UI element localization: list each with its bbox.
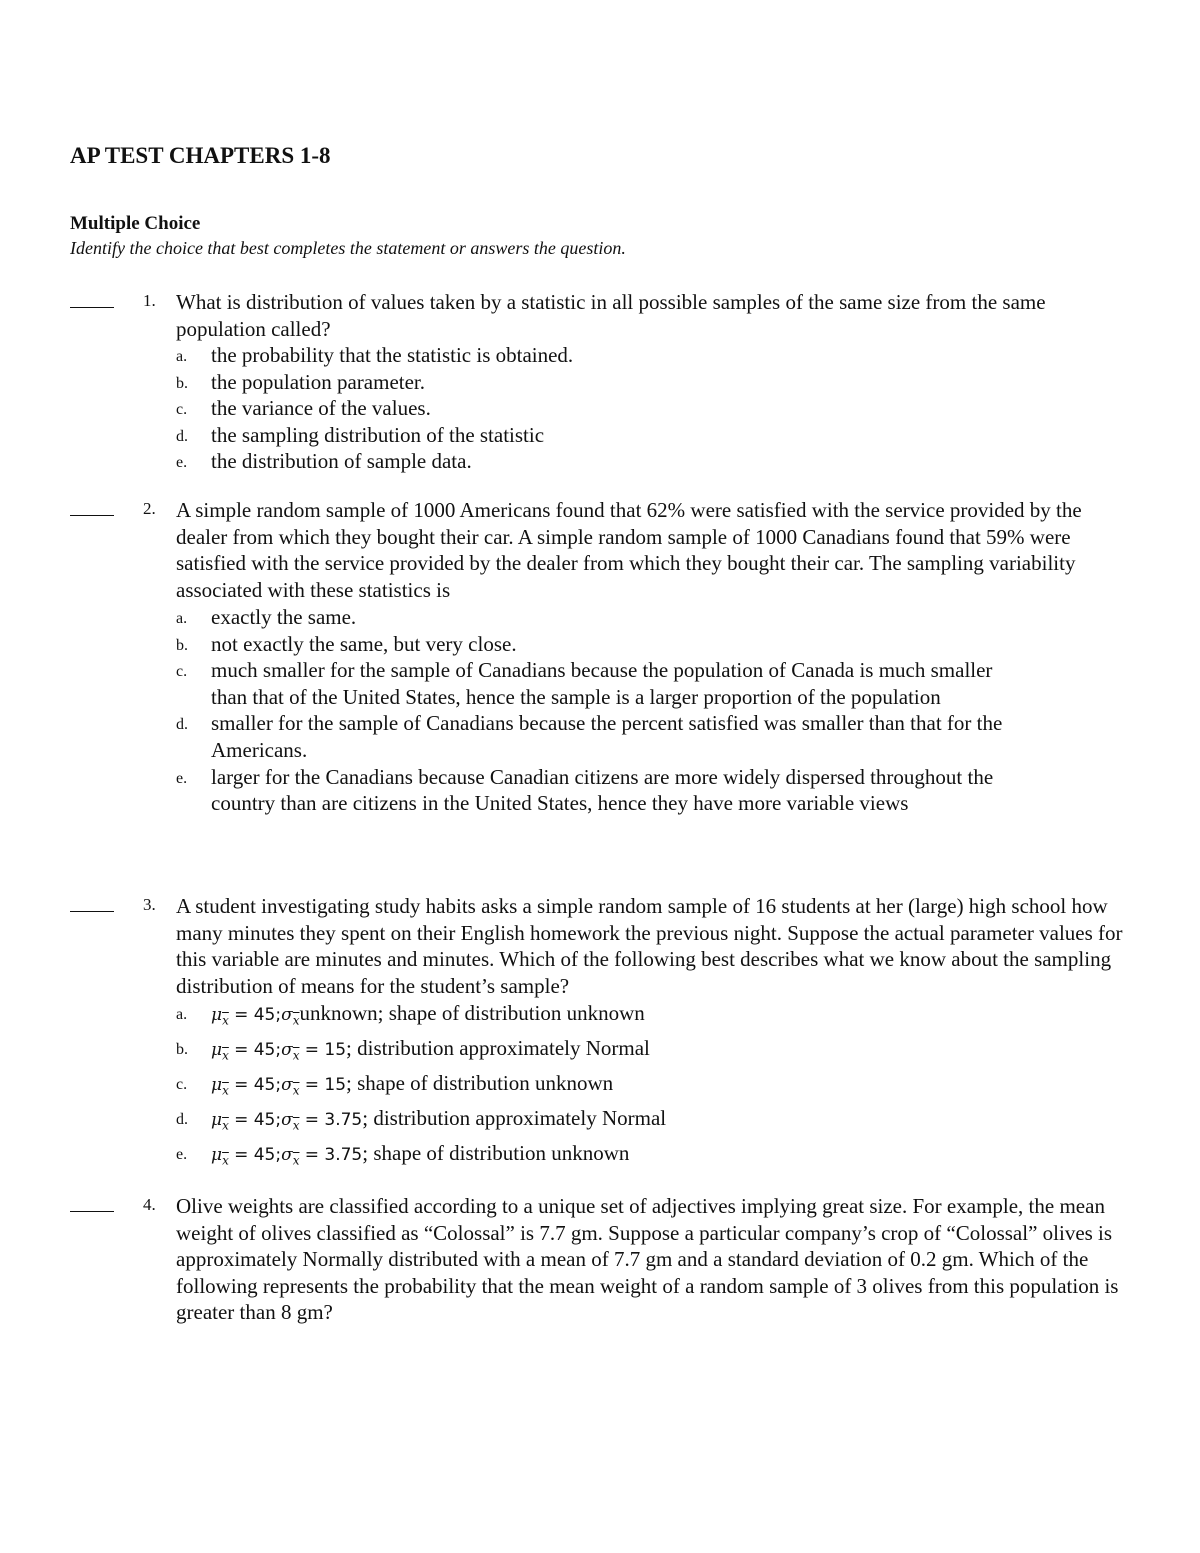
choice-text: the probability that the statistic is obtained. — [211, 343, 574, 367]
choice-text — [211, 1000, 1011, 1034]
choice-letter: b. — [176, 1041, 188, 1058]
choice-letter: c. — [176, 401, 188, 419]
choice-e — [0, 1140, 1200, 1175]
choice-b — [0, 369, 1200, 396]
answer-blank[interactable] — [70, 307, 114, 308]
answer-blank[interactable] — [70, 515, 114, 516]
question-stem: Olive weights are classified according to a unique set of adjectives implying great size. For example, the mean weight of olives classified as “Colossal” is 7.7 gm. Suppose a particular company’s crop of “Colossal” olives is approximately Normally distributed with a mean of 7.7 gm and a standard deviation of 0.2 gm. Which of the following represents the probability that the mean weight of a random sample of 3 olives from this population is greater than 8 gm? — [176, 1194, 1119, 1325]
choice-list — [0, 604, 1200, 817]
choice-letter: e. — [176, 1146, 188, 1163]
choice-rest: ; shape of distribution unknown — [362, 1141, 630, 1165]
question-number: 3. — [143, 895, 156, 914]
choice-a — [0, 342, 1200, 369]
choice-text — [211, 1140, 1011, 1174]
choice-letter: c. — [176, 1076, 188, 1093]
choice-e — [0, 764, 1200, 817]
sigma-symbol: σ — [281, 1005, 293, 1025]
choice-text: smaller for the sample of Canadians because the percent satisfied was smaller than that for the Americans. — [211, 711, 1003, 762]
choice-rest: ; shape of distribution unknown — [346, 1071, 614, 1095]
x-bar-subscript: x — [292, 1118, 300, 1133]
sigma-value: = 15 — [304, 1075, 347, 1095]
answer-blank[interactable] — [70, 911, 114, 912]
x-bar-subscript: x — [222, 1013, 229, 1028]
choice-letter: a. — [176, 610, 188, 627]
choice-text: the sampling distribution of the statistic — [211, 422, 545, 447]
choice-text: not exactly the same, but very close. — [211, 631, 517, 656]
choice-a — [0, 1000, 1200, 1035]
choice-text — [211, 1070, 1011, 1104]
mu-symbol: μ — [211, 1145, 223, 1165]
x-bar-subscript: x — [292, 1013, 300, 1028]
question-stem: A student investigating study habits asks a simple random sample of 16 students at her (large) high school how many minutes they spent on their English homework the previous night. Suppose the actual parameter values for this variable are minutes and minutes. Which of the following best describes what we know about the sampling distribution of means for the student’s sample? — [176, 894, 1123, 998]
choice-letter: b. — [176, 636, 188, 654]
question-stem: A simple random sample of 1000 Americans found that 62% were satisfied with the service provided by the dealer from which they bought their car. A simple random sample of 1000 Canadians found that 59% were satisfied with the service provided by the dealer from which they bought their car. The sampling variability associated with these statistics is — [176, 498, 1082, 602]
mu-value: = 45; — [234, 1075, 282, 1095]
choice-text: the population parameter. — [211, 369, 426, 394]
x-bar-subscript: x — [292, 1083, 300, 1098]
choice-letter: e. — [176, 769, 188, 787]
page-title: AP TEST CHAPTERS 1-8 — [70, 143, 331, 168]
question-number: 4. — [143, 1195, 156, 1214]
choice-letter: b. — [176, 374, 188, 392]
sigma-symbol: σ — [281, 1145, 293, 1165]
choice-text: much smaller for the sample of Canadians because the population of Canada is much smaller than that of the United States, hence the sample is a larger proportion of the population — [211, 658, 993, 709]
choice-text: exactly the same. — [211, 605, 357, 629]
choice-b — [0, 631, 1200, 658]
x-bar-subscript: x — [222, 1083, 229, 1098]
mu-value: = 45; — [234, 1110, 282, 1130]
choice-list — [0, 1000, 1200, 1175]
mu-value: = 45; — [234, 1145, 282, 1165]
choice-letter: d. — [176, 427, 188, 445]
instructions: Identify the choice that best completes the statement or answers the question. — [70, 238, 626, 258]
sigma-value: = 3.75 — [304, 1110, 363, 1130]
sigma-value: = 3.75 — [304, 1145, 363, 1165]
choice-b — [0, 1035, 1200, 1070]
x-bar-subscript: x — [222, 1118, 229, 1133]
choice-e — [0, 448, 1200, 475]
x-bar-subscript: x — [222, 1048, 229, 1063]
choice-letter: a. — [176, 348, 188, 365]
section-title: Multiple Choice — [70, 213, 201, 234]
choice-d — [0, 1105, 1200, 1140]
choice-rest: unknown; shape of distribution unknown — [299, 1001, 645, 1025]
sigma-symbol: σ — [281, 1040, 293, 1060]
choice-text: larger for the Canadians because Canadian citizens are more widely dispersed throughout the country than are citizens in the United States, hence they have more variable views — [211, 764, 994, 816]
choice-letter: d. — [176, 1111, 188, 1128]
choice-a — [0, 604, 1200, 631]
question-number: 1. — [143, 291, 156, 310]
choice-text — [211, 1105, 1011, 1139]
choice-text: the distribution of sample data. — [211, 449, 472, 474]
choice-letter: c. — [176, 663, 188, 681]
x-bar-subscript: x — [292, 1153, 300, 1168]
question-stem: What is distribution of values taken by a statistic in all possible samples of the same size from the same population called? — [176, 290, 1046, 341]
x-bar-subscript: x — [292, 1048, 300, 1063]
choice-text: the variance of the values. — [211, 396, 431, 421]
sigma-symbol: σ — [281, 1075, 293, 1095]
choice-c — [0, 1070, 1200, 1105]
choice-text — [211, 1035, 1011, 1069]
choice-d — [0, 710, 1200, 763]
mu-value: = 45; — [234, 1040, 282, 1060]
mu-symbol: μ — [211, 1005, 223, 1025]
choice-letter: d. — [176, 716, 188, 734]
choice-rest: ; distribution approximately Normal — [362, 1106, 667, 1130]
mu-symbol: μ — [211, 1110, 223, 1130]
choice-c — [0, 395, 1200, 422]
mu-value: = 45; — [234, 1005, 282, 1025]
choice-letter: e. — [176, 454, 188, 472]
choice-rest: ; distribution approximately Normal — [346, 1036, 650, 1060]
x-bar-subscript: x — [222, 1153, 229, 1168]
choice-letter: a. — [176, 1006, 188, 1023]
answer-blank[interactable] — [70, 1211, 114, 1212]
choice-c — [0, 657, 1200, 710]
mu-symbol: μ — [211, 1040, 223, 1060]
question-number: 2. — [143, 499, 156, 518]
choice-d — [0, 422, 1200, 449]
mu-symbol: μ — [211, 1075, 223, 1095]
sigma-value: = 15 — [304, 1040, 347, 1060]
choice-list — [0, 342, 1200, 475]
sigma-symbol: σ — [281, 1110, 293, 1130]
